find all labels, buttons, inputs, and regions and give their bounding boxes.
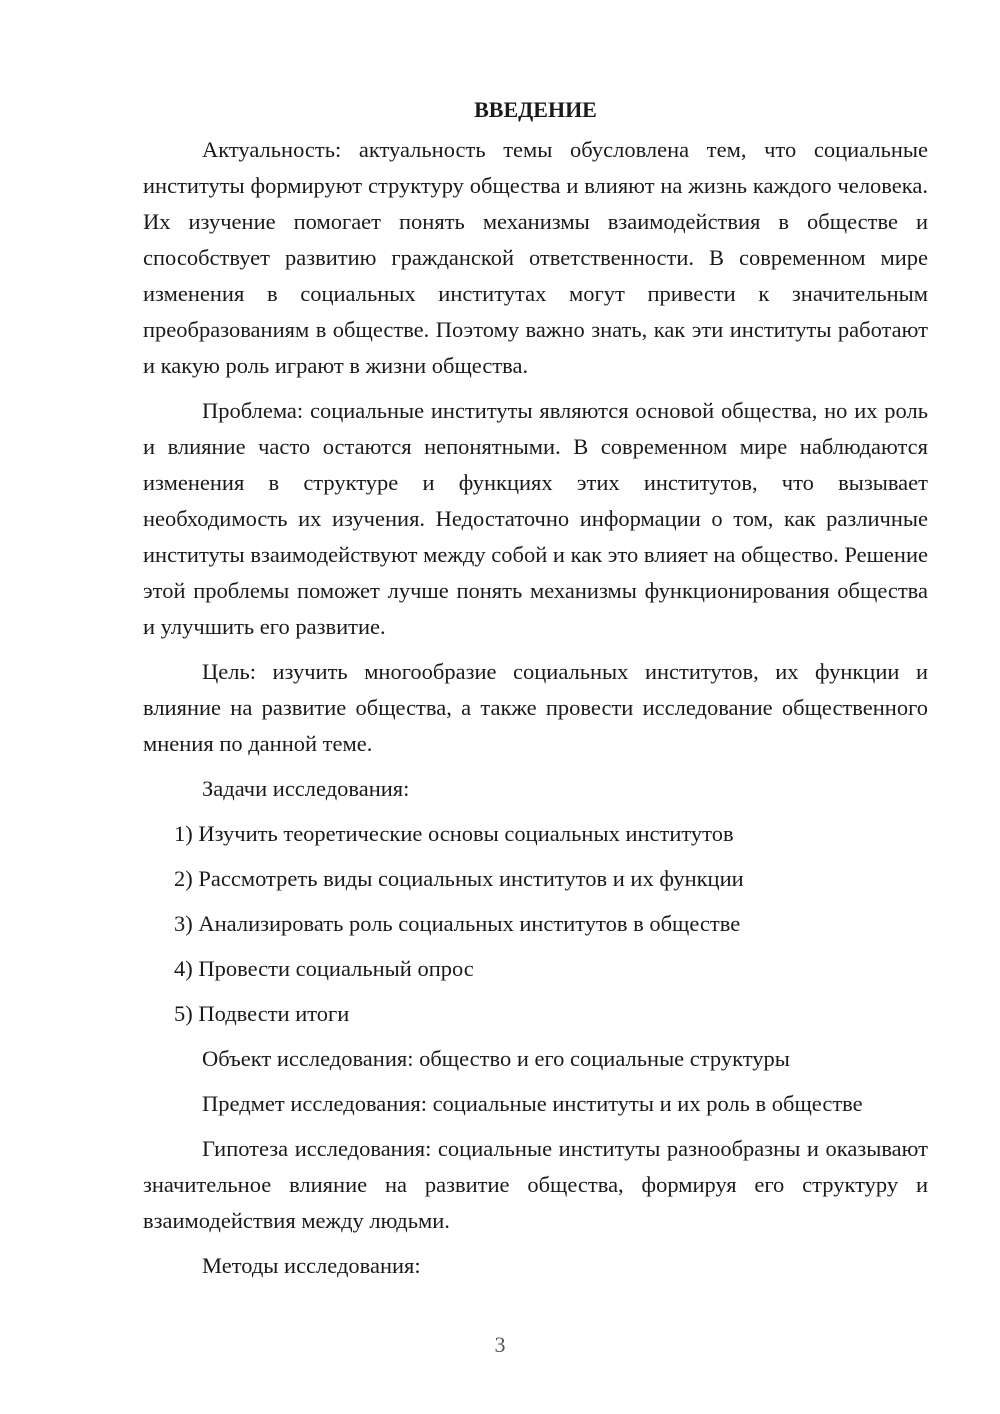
tasks-list (143, 816, 928, 1032)
paragraph-relevance: Актуальность: актуальность темы обусловлена тем, что социальные институты формируют структуру общества и влияют на жизнь каждого человека. Их изучение помогает понять механизмы взаимодействия в обществе и способствует развитию гражданской ответственности. В современном мире изменения в социальных институтах могут привести к значительным преобразованиям в обществе. Поэтому важно знать, как эти институты работают и какую роль играют в жизни общества. (143, 137, 928, 378)
task-item: 1) Изучить теоретические основы социальных институтов (174, 821, 734, 846)
task-item: 3) Анализировать роль социальных институтов в обществе (174, 911, 741, 936)
paragraph-problem: Проблема: социальные институты являются основой общества, но их роль и влияние часто остаются непонятными. В современном мире наблюдаются изменения в структуре и функциях этих институтов, что вызывает необходимость их изучения. Недостаточно информации о том, как различные институты взаимодействуют между собой и как это влияет на общество. Решение этой проблемы поможет лучше понять механизмы функционирования общества и улучшить его развитие. (143, 398, 928, 639)
task-item: 5) Подвести итоги (174, 1001, 350, 1026)
paragraph-goal: Цель: изучить многообразие социальных институтов, их функции и влияние на развитие общества, а также провести исследование общественного мнения по данной теме. (143, 659, 928, 756)
tasks-label: Задачи исследования: (202, 776, 410, 801)
research-object: Объект исследования: общество и его социальные структуры (202, 1046, 790, 1071)
research-subject: Предмет исследования: социальные институты и их роль в обществе (202, 1091, 863, 1116)
task-item: 2) Рассмотреть виды социальных институтов и их функции (174, 866, 744, 891)
research-hypothesis: Гипотеза исследования: социальные институты разнообразны и оказывают значительное влияние на развитие общества, формируя его структуру и взаимодействия между людьми. (143, 1136, 928, 1233)
section-heading: ВВЕДЕНИЕ (474, 97, 597, 122)
page-body (143, 92, 928, 1293)
page-number: 3 (494, 1332, 506, 1357)
task-item: 4) Провести социальный опрос (174, 956, 474, 981)
methods-label: Методы исследования: (202, 1253, 421, 1278)
